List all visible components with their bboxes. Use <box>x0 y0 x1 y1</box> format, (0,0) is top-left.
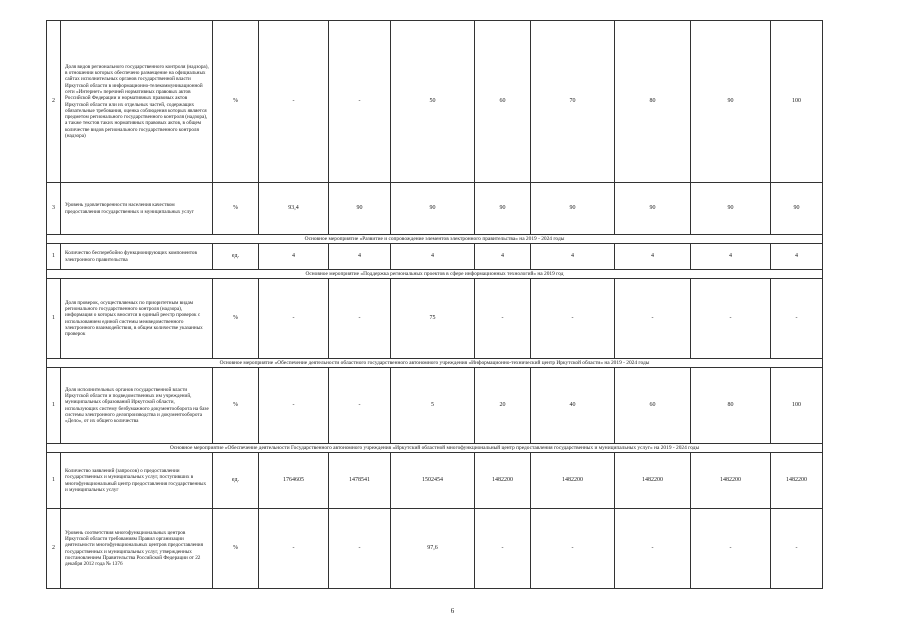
indicator-value: 90 <box>691 21 771 183</box>
indicator-value: - <box>329 279 391 359</box>
document-page <box>46 20 822 589</box>
indicator-value: 1482200 <box>615 453 691 509</box>
indicator-value: 1482200 <box>475 453 531 509</box>
indicator-description: Доля исполнительных органов государственной власти Иркутской области и подведомственных им учреждений, муниципальных образований Иркутской области, использующих систему безбумажного документооборота на базе системы электронного делопроизводства и документооборота «Дело», от их общего количества <box>61 368 213 444</box>
indicator-value: 1482200 <box>771 453 823 509</box>
indicator-value: - <box>691 509 771 589</box>
row-number: 2 <box>47 21 61 183</box>
page-number: 6 <box>450 607 455 615</box>
indicator-value: - <box>771 279 823 359</box>
indicator-value: - <box>329 509 391 589</box>
section-title: Основное мероприятие «Обеспечение деятельности Государственного автономного учреждения «Иркутский областной многофункциональный центр предоставления государственных и муниципальных услуг» на 2019 - 2024 годы <box>47 444 823 453</box>
unit-of-measure: % <box>213 279 259 359</box>
indicator-value: - <box>475 279 531 359</box>
indicator-value: - <box>691 279 771 359</box>
indicator-value: 90 <box>329 183 391 235</box>
unit-of-measure: ед. <box>213 244 259 270</box>
indicator-value: 100 <box>771 368 823 444</box>
section-header-row <box>47 270 823 279</box>
row-number: 3 <box>47 183 61 235</box>
indicator-value: 40 <box>531 368 615 444</box>
unit-of-measure: % <box>213 183 259 235</box>
indicator-value: - <box>615 279 691 359</box>
section-header-row <box>47 444 823 453</box>
indicator-value: 75 <box>391 279 475 359</box>
indicator-value: - <box>259 509 329 589</box>
indicator-value: 93,4 <box>259 183 329 235</box>
indicator-value: - <box>259 279 329 359</box>
section-title: Основное мероприятие «Развитие и сопровождение элементов электронного правительства» на 2019 - 2024 годы <box>47 235 823 244</box>
indicator-value: 97,6 <box>391 509 475 589</box>
indicator-value: - <box>329 368 391 444</box>
indicator-value: 1478541 <box>329 453 391 509</box>
section-header-row <box>47 235 823 244</box>
indicator-value: 90 <box>475 183 531 235</box>
indicator-row <box>47 279 823 359</box>
indicator-value: 4 <box>391 244 475 270</box>
indicator-value: 80 <box>691 368 771 444</box>
indicator-value: 90 <box>691 183 771 235</box>
indicator-value: 90 <box>771 183 823 235</box>
indicator-value: - <box>259 21 329 183</box>
indicator-value: 60 <box>475 21 531 183</box>
row-number: 1 <box>47 244 61 270</box>
indicator-value: 70 <box>531 21 615 183</box>
indicator-value: 60 <box>615 368 691 444</box>
indicator-value: - <box>259 368 329 444</box>
row-number: 1 <box>47 279 61 359</box>
indicator-value: 4 <box>259 244 329 270</box>
row-number: 2 <box>47 509 61 589</box>
indicator-value: - <box>475 509 531 589</box>
indicator-value: 80 <box>615 21 691 183</box>
indicator-value: - <box>771 509 823 589</box>
indicator-value: 4 <box>531 244 615 270</box>
indicator-row <box>47 509 823 589</box>
indicator-value: 4 <box>615 244 691 270</box>
indicator-row <box>47 368 823 444</box>
indicator-value: 90 <box>615 183 691 235</box>
section-title: Основное мероприятие «Обеспечение деятельности областного государственного автономного учреждения «Информационно-технический центр Иркутской области» на 2019 - 2024 годы <box>47 359 823 368</box>
indicator-value: 90 <box>391 183 475 235</box>
indicator-value: 100 <box>771 21 823 183</box>
indicator-description: Уровень удовлетворенности населения качеством предоставления государственных и муниципальных услуг <box>61 183 213 235</box>
section-title: Основное мероприятие «Поддержка региональных проектов в сфере информационных технологий» на 2019 год <box>47 270 823 279</box>
indicator-value: 4 <box>475 244 531 270</box>
unit-of-measure: % <box>213 368 259 444</box>
indicator-value: - <box>329 21 391 183</box>
indicator-description: Количество заявлений (запросов) о предоставлении государственных и муниципальных услуг, поступивших в многофункциональный центр предоставления государственных и муниципальных услуг <box>61 453 213 509</box>
indicator-value: - <box>615 509 691 589</box>
indicator-value: 50 <box>391 21 475 183</box>
indicator-row <box>47 453 823 509</box>
indicator-value: 1482200 <box>531 453 615 509</box>
indicator-row <box>47 21 823 183</box>
unit-of-measure: ед. <box>213 453 259 509</box>
row-number: 1 <box>47 453 61 509</box>
indicator-value: 20 <box>475 368 531 444</box>
row-number: 1 <box>47 368 61 444</box>
indicator-value: 1502454 <box>391 453 475 509</box>
indicator-value: - <box>531 279 615 359</box>
indicators-table <box>46 20 823 589</box>
indicator-description: Доля видов регионального государственного контроля (надзора), в отношении которых обеспечено размещение на официальных сайтах исполнительных органов государственной власти Иркутской области в информационно-телекоммуникационной сети «Интернет» перечней нормативных правовых актов Российской Федерации и нормативных правовых актов Иркутской области или их отдельных частей, содержащих обязательные требования, оценка соблюдения которых является предметом регионального государственного контроля (надзора), а также текстов таких нормативных правовых актов, в общем количестве видов регионального государственного контроля (надзора) <box>61 21 213 183</box>
section-header-row <box>47 359 823 368</box>
indicator-value: 4 <box>771 244 823 270</box>
indicator-description: Уровень соответствия многофункциональных центров Иркутской области требованиям Правил организации деятельности многофункциональных центров предоставления государственных и муниципальных услуг, утвержденных постановлением Правительства Российской Федерации от 22 декабря 2012 года № 1376 <box>61 509 213 589</box>
indicator-description: Доля проверок, осуществляемых по приоритетным видам регионального государственного контроля (надзора), информация о которых вносится в единый реестр проверок с использованием единой системы межведомственного электронного взаимодействия, в общем количестве указанных проверок <box>61 279 213 359</box>
unit-of-measure: % <box>213 21 259 183</box>
indicator-value: - <box>531 509 615 589</box>
indicator-value: 1482200 <box>691 453 771 509</box>
indicator-value: 4 <box>691 244 771 270</box>
indicator-value: 1764605 <box>259 453 329 509</box>
indicator-value: 90 <box>531 183 615 235</box>
unit-of-measure: % <box>213 509 259 589</box>
indicator-row <box>47 183 823 235</box>
indicator-value: 4 <box>329 244 391 270</box>
indicator-row <box>47 244 823 270</box>
indicator-description: Количество бесперебойно функционирующих компонентов электронного правительства <box>61 244 213 270</box>
indicator-value: 5 <box>391 368 475 444</box>
